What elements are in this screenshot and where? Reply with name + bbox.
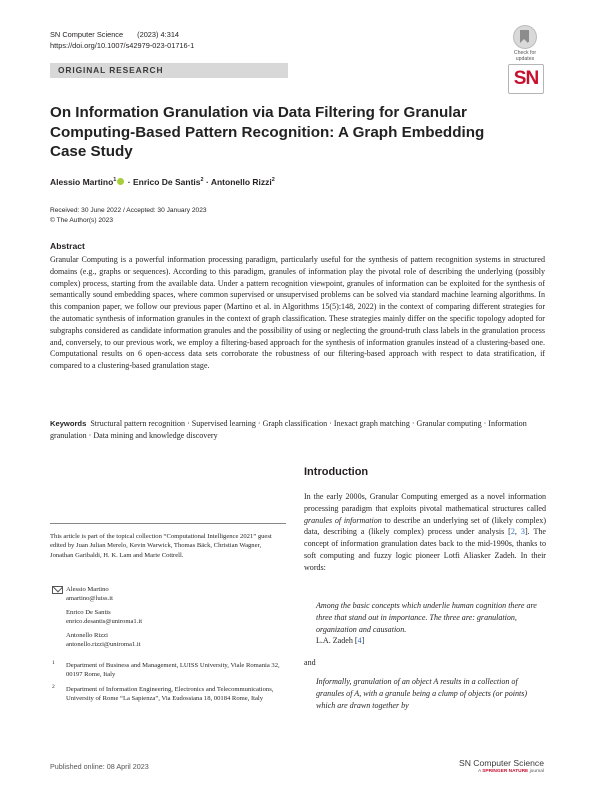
contact-email[interactable]: enrico.desantis@uniroma1.it [66, 618, 143, 626]
received-accepted-dates: Received: 30 June 2022 / Accepted: 30 January 2023 [50, 207, 207, 214]
author-affiliation-mark: 1 [113, 177, 117, 183]
publisher-line [452, 769, 544, 774]
intro-emphasis: granules of information [304, 515, 382, 525]
section-banner: ORIGINAL RESEARCH [50, 63, 288, 78]
author-name[interactable]: Alessio Martino [50, 176, 114, 187]
intro-text: to describe an underlying set of (likely complex) data, describing a (likely complex) process under analysis [ [304, 515, 546, 537]
published-date: Published online: 08 April 2023 [50, 762, 149, 771]
envelope-icon [52, 586, 63, 594]
publisher-prefix: A [477, 769, 483, 774]
citation-link[interactable]: 4 [357, 636, 362, 646]
intro-paragraph [304, 491, 546, 574]
author-name[interactable]: Antonello Rizzi [210, 176, 272, 187]
publisher-suffix: journal [528, 769, 544, 774]
author-name[interactable]: Enrico De Santis [132, 176, 201, 187]
affiliation-text: Department of Business and Management, LUISS University, Viale Romania 32, 00197 Rome, Italy [66, 662, 280, 679]
check-for-updates-label: Check for updates [513, 50, 537, 62]
contact-name: Antonello Rizzi [66, 632, 108, 639]
article-dates [50, 206, 207, 225]
orcid-icon[interactable] [117, 178, 124, 185]
author-affiliation-mark: 2 [271, 177, 275, 183]
copyright-line: © The Author(s) 2023 [50, 216, 114, 224]
quote-author: L.A. Zadeh [ [316, 636, 358, 646]
journal-issue: (2023) 4:314 [137, 30, 180, 39]
intro-text: In the early 2000s, Granular Computing emerged as a novel information processing paradigm that exploits pivotal mathematical structures called [304, 492, 546, 513]
collection-note: This article is part of the topical collection “Computational Intelligence 2021” guest edited by Juan Julian Merelo, Kevin Warwick, Thomas Bäck, Christian Wagner, Jonathan Garibaldi, H. K. Lam and Marie Cottrell. [50, 533, 272, 559]
doi-link[interactable]: https://doi.org/10.1007/s42979-023-01716-1 [50, 41, 195, 50]
footer-journal-name: SN Computer Science [458, 758, 544, 768]
keywords-text: Structural pattern recognition · Supervised learning · Graph classification · Inexact graph matching · Granular computing · Information granulation · Data mining and knowledge discovery [50, 419, 527, 440]
keywords [50, 418, 545, 442]
abstract-text: Granular Computing is a powerful information processing paradigm, particularly useful for the synthesis of pattern recognition systems in structured domains (e.g., graphs or sequences). According to this paradigm, granules of information play the pivotal role of describing the underlying (possibly complex) process, starting from the available data. Under a pattern recognition viewpoint, granules of information can be exploited for the synthesis of semantically sound embedding spaces, where common supervised or unsupervised problems can be solved via standard machine learning algorithms. In this companion paper, we follow our previous paper (Martino et al. in Algorithms 15(5):148, 2022) in the context of comparing different strategies for the automatic synthesis of information granules in the context of graph classification. These strategies mainly differ on the specific topology adopted for subgraphs considered as candidate information granules and the possibility of using or neglecting the ground-truth class labels in the granulation process and, conversely, to our previous work, we employ a filtering-based approach for the synthesis of information granules instead of a clustering-based one. Computational results on 6 open-access data sets corroborate the robustness of our filtering-based approach with respect to data stratification, if compared to a clustering-based granulation stage. [50, 255, 545, 371]
contact-name: Alessio Martino [66, 586, 109, 593]
quote-text: Among the basic concepts which underlie human cognition there are three that stand out in importance. The three are: granulation, organization and causation. [316, 601, 537, 634]
contact-email[interactable]: antonello.rizzi@uniroma1.it [66, 641, 141, 649]
citation-close: ] [361, 636, 365, 646]
contact-entry [66, 608, 142, 627]
intro-text: ]. The concept of information granulation dates back to the mid-1990s, thanks to soft computing and fuzzy logic pioneer Lotfi Aliasker Zadeh. In their words: [304, 527, 546, 572]
affiliation-text: Department of Information Engineering, Electronics and Telecommunications, University of Rome “La Sapienza”, Via Eudossiana 18, 00184 Rome, Italy [66, 686, 274, 703]
contact-entry [66, 585, 113, 604]
journal-name: SN Computer Science [50, 30, 124, 39]
contact-email[interactable]: amartino@luiss.it [66, 595, 113, 603]
author-list [50, 174, 275, 188]
journal-footer [452, 758, 544, 774]
contact-name: Enrico De Santis [66, 609, 111, 616]
affiliation-number: 1 [52, 660, 55, 666]
author-separator: · [127, 176, 131, 187]
author-affiliation-mark: 2 [200, 177, 204, 183]
journal-line [50, 30, 179, 40]
citation-separator: , [514, 527, 521, 537]
keywords-label: Keywords [50, 419, 87, 428]
sn-logo: SN [508, 64, 544, 94]
quote-attribution [316, 635, 546, 647]
footnote-divider [50, 523, 286, 524]
introduction-heading: Introduction [304, 466, 369, 478]
citation-link[interactable]: 3 [520, 527, 525, 537]
author-separator: · [205, 176, 209, 187]
second-quote: Informally, granulation of an object A results in a collection of granules of A, with a granule being a clump of objects (or points) which are drawn together by [316, 677, 528, 710]
check-for-updates-badge[interactable] [511, 25, 539, 65]
citation-link[interactable]: 2 [510, 527, 515, 537]
bookmark-icon [513, 25, 537, 49]
and-connector: and [304, 658, 316, 667]
affiliation-number: 2 [52, 684, 55, 690]
abstract-heading: Abstract [50, 241, 85, 251]
zadeh-quote [316, 600, 546, 647]
article-title: On Information Granulation via Data Filtering for Granular Computing-Based Pattern Recognition: A Graph Embedding Case Study [50, 104, 485, 161]
publisher-name: SPRINGER NATURE [482, 769, 529, 774]
contact-entry [66, 631, 141, 650]
